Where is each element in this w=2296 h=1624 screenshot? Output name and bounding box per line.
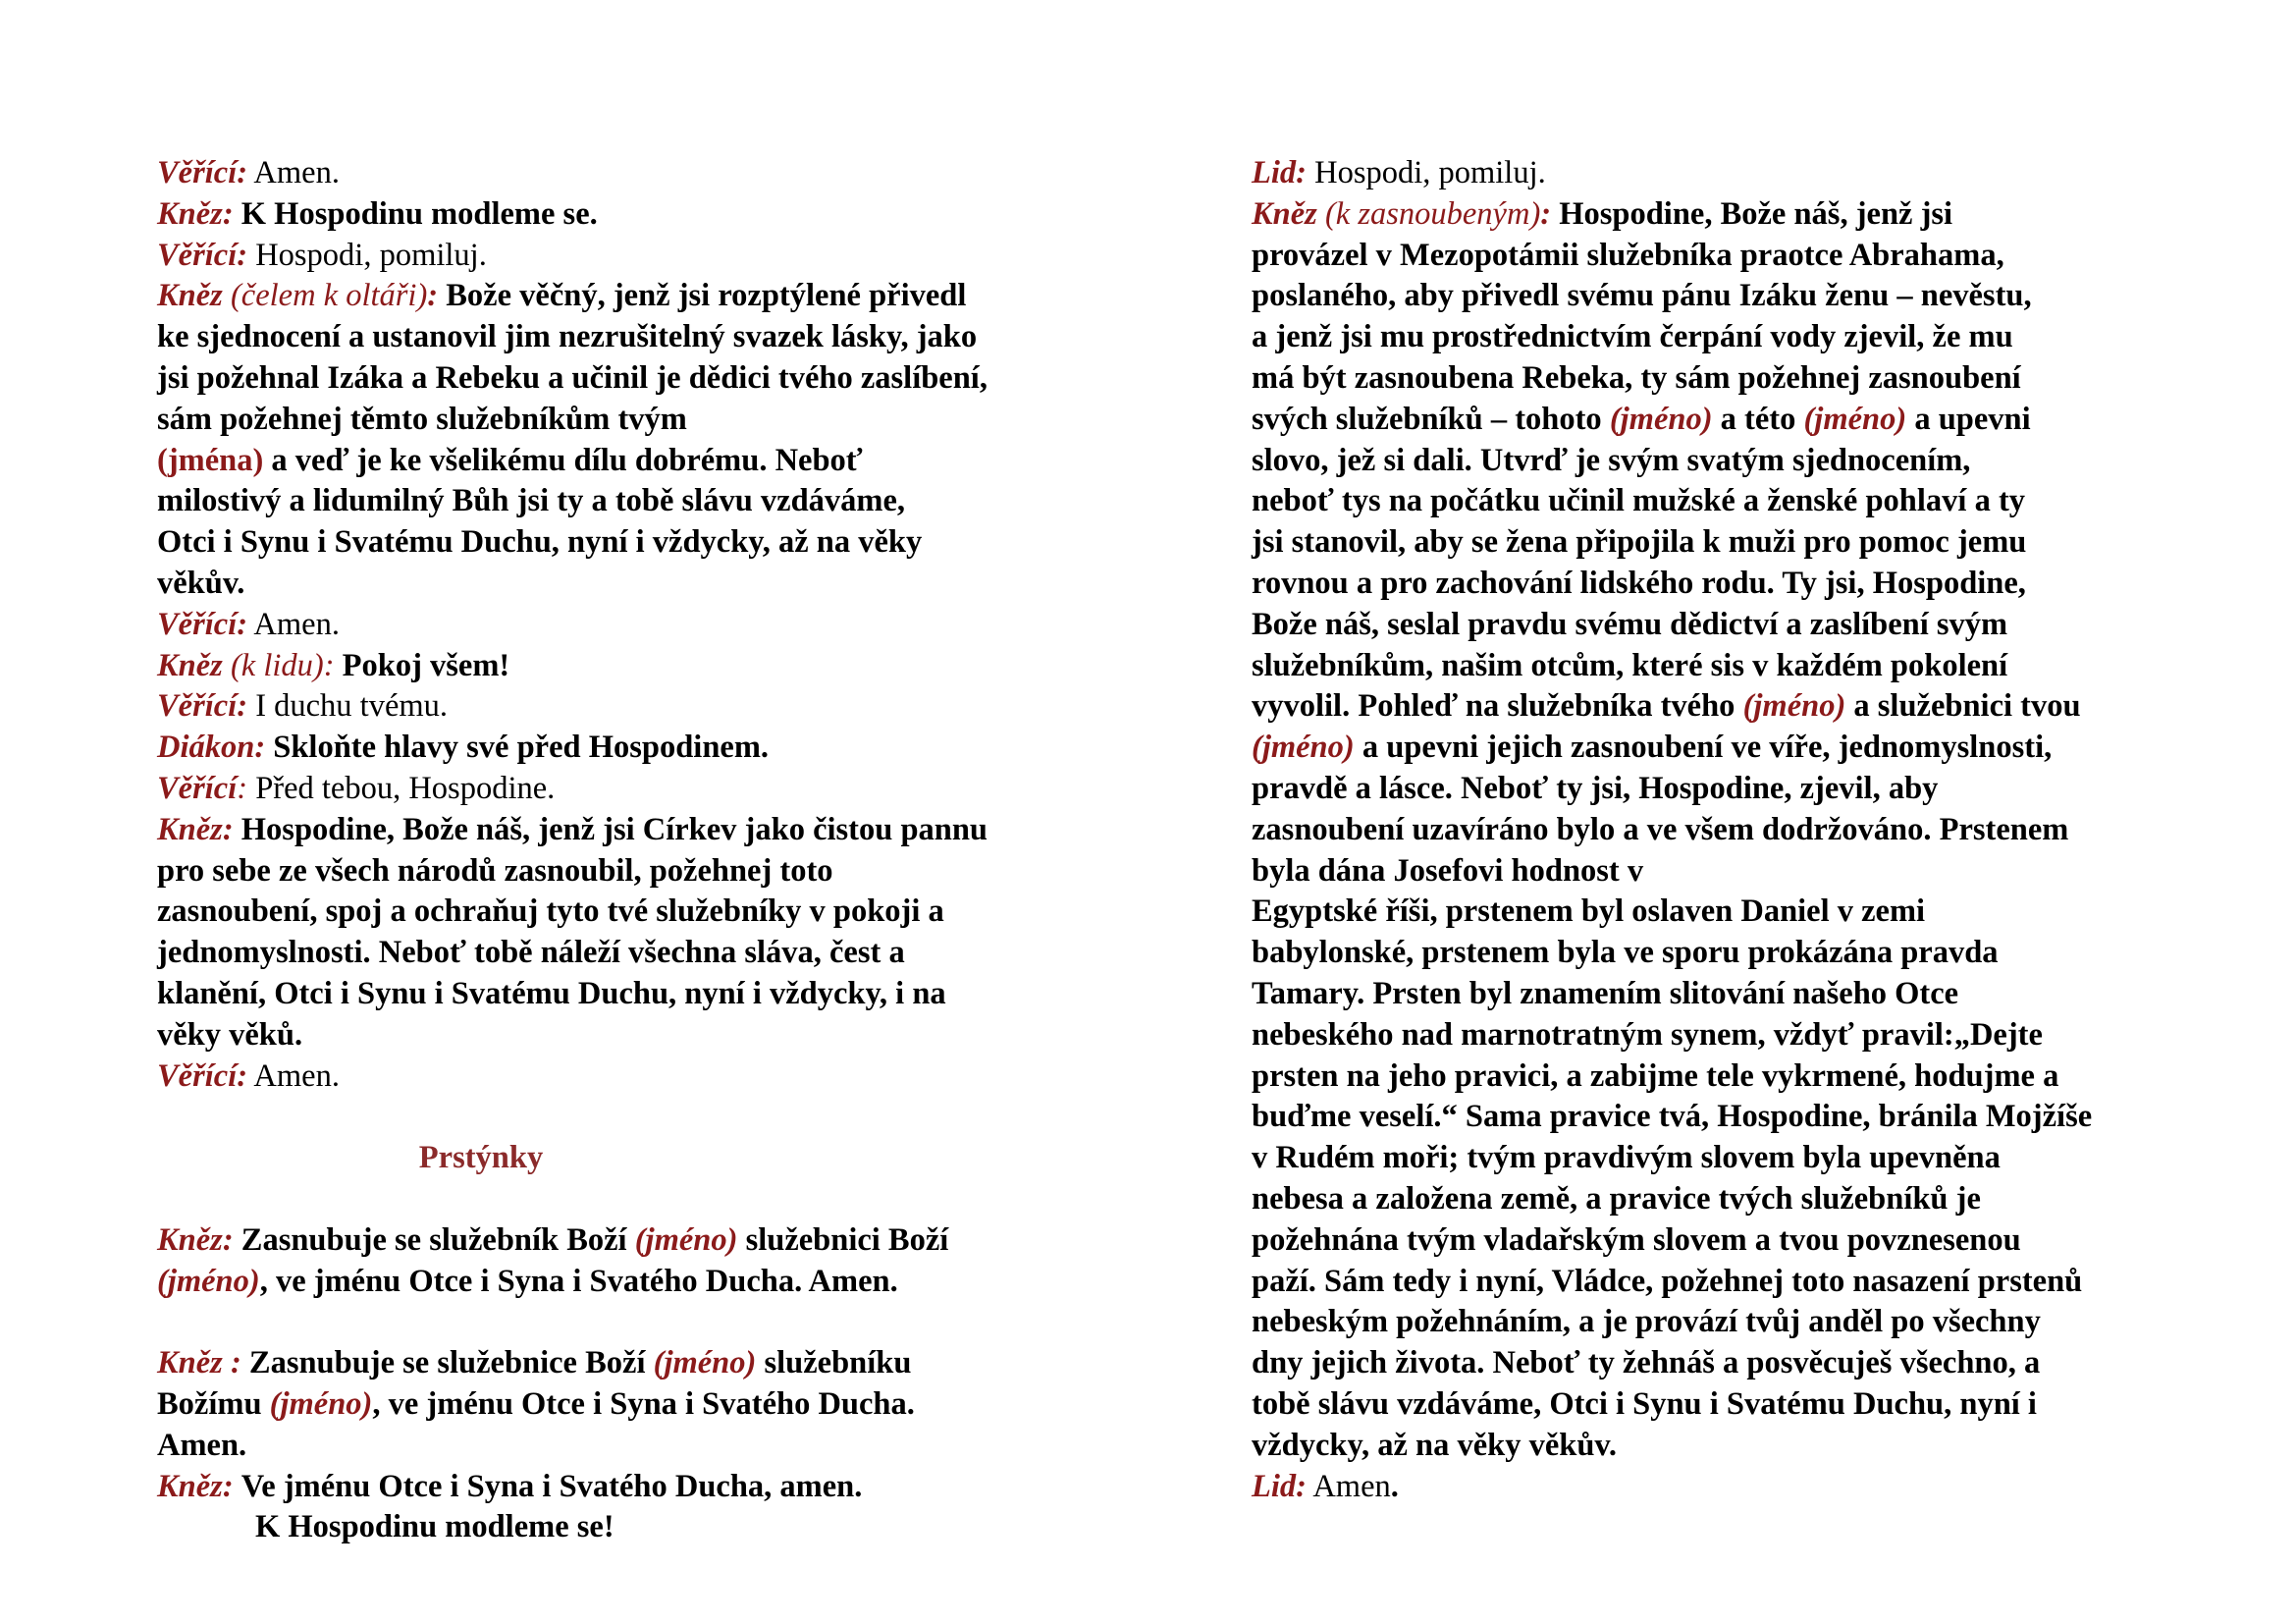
line (157, 810, 1139, 851)
name-placeholder: (jméno) (1742, 688, 1846, 725)
line (1252, 400, 2214, 441)
prayer-line: babylonské, prstenem byla ve sporu prokázána pravda (1252, 935, 1999, 971)
line (157, 153, 1139, 194)
prayer-text: Božímu (157, 1385, 262, 1422)
prayer-line: milostivý a lidumilný Bůh jsi ty a tobě slávu vzdáváme, (157, 483, 906, 519)
line (157, 1262, 1139, 1303)
left-column (157, 153, 1139, 1548)
prayer-text: Hospodine, Bože náš, jenž jsi Církev jako čistou pannu (240, 811, 988, 847)
speaker-label: Kněz: (157, 1221, 234, 1258)
speaker-label: Lid: (1252, 155, 1307, 190)
prayer-text: Pokoj všem! (342, 647, 510, 683)
prayer-line: pro sebe ze všech národů zasnoubil, požehnej toto (157, 852, 833, 889)
name-placeholder: (jméno) (634, 1221, 738, 1258)
prayer-line: klanění, Otci i Synu i Svatému Duchu, nyní i vždycky, i na (157, 975, 946, 1011)
prayer-text: a služebnici tvou (1853, 688, 2081, 725)
name-placeholder: (jméno) (653, 1345, 757, 1381)
prayer-text: svých služebníků – tohoto (1252, 401, 1602, 437)
prayer-line: slovo, jež si dali. Utvrď je svým svatým sjednocením, (1252, 442, 1971, 478)
prayer-text: Zasnubuje se služebnice Boží (248, 1345, 646, 1381)
response-text: Amen. (253, 606, 340, 642)
response-text: Před tebou, Hospodine. (255, 770, 556, 806)
speaker-label: Kněz (1252, 195, 1317, 232)
line (1252, 153, 2214, 194)
prayer-line: Tamary. Prsten byl znamením slitování našeho Otce (1252, 975, 1959, 1011)
prayer-line: jsi požehnal Izáka a Rebeku a učinil je dědici tvého zaslíbení, (157, 359, 988, 396)
section-heading: Prstýnky (418, 1140, 544, 1176)
line (1252, 728, 2214, 769)
speaker-label: Věřící: (157, 688, 248, 725)
prayer-line: Amen. (157, 1427, 247, 1463)
speaker-label: Věřící: (157, 606, 248, 642)
response-text: Amen (1312, 1468, 1391, 1504)
line (157, 1220, 1139, 1262)
line (157, 194, 1139, 236)
prayer-text: Hospodine, Bože náš, jenž jsi (1559, 195, 1953, 232)
spacer (157, 1097, 1139, 1138)
prayer-text: služebníku (764, 1345, 912, 1381)
line (157, 646, 1139, 687)
response-text: Hospodi, pomiluj. (255, 237, 487, 273)
name-placeholder: (jméno) (157, 1263, 260, 1299)
prayer-line: K Hospodinu modleme se! (255, 1509, 614, 1545)
name-placeholder: (jméno) (269, 1385, 373, 1422)
prayer-line: paží. Sám tedy i nyní, Vládce, požehnej toto nasazení prstenů (1252, 1263, 2083, 1299)
prayer-line: Otci i Synu i Svatému Duchu, nyní i vždycky, až na věky (157, 524, 923, 561)
prayer-text: . (1390, 1468, 1399, 1504)
stage-direction: (čelem k oltáři) (230, 278, 428, 314)
speaker-label: Kněz: (157, 195, 234, 232)
speaker-label: Věřící: (157, 155, 248, 190)
prayer-line: sám požehnej těmto služebníkům tvým (157, 401, 687, 437)
speaker-label: Diákon: (157, 730, 266, 766)
prayer-line: poslaného, aby přivedl svému pánu Izáku ženu – nevěstu, (1252, 278, 2032, 314)
prayer-line: rovnou a pro zachování lidského rodu. Ty jsi, Hospodine, (1252, 565, 2026, 601)
speaker-label: Kněz: (157, 811, 234, 847)
prayer-text: vyvolil. Pohleď na služebníka tvého (1252, 688, 1735, 725)
response-text: Amen. (253, 155, 340, 190)
prayer-line: jsi stanovil, aby se žena připojila k muži pro pomoc jemu (1252, 524, 2027, 561)
speaker-label: Lid: (1252, 1468, 1307, 1504)
line (157, 728, 1139, 769)
line (157, 441, 1139, 482)
speaker-label: Věřící: (157, 1057, 248, 1094)
prayer-line: v Rudém moři; tvým pravdivým slovem byla upevněna (1252, 1140, 2001, 1176)
prayer-line: jednomyslnosti. Neboť tobě náleží všechna sláva, čest a (157, 935, 905, 971)
speaker-label: Věřící: (157, 237, 248, 273)
prayer-line: zasnoubení uzavíráno bylo a ve všem dodržováno. Prstenem (1252, 811, 2069, 847)
prayer-line: dny jejich života. Neboť ty žehnáš a posvěcuješ všechno, a (1252, 1345, 2041, 1381)
line (157, 1343, 1139, 1384)
prayer-line: nebeského nad marnotratným synem, vždyť pravil:„Dejte (1252, 1016, 2043, 1053)
prayer-line: pravdě a lásce. Neboť ty jsi, Hospodine, zjevil, aby (1252, 770, 1939, 806)
prayer-line: Egyptské říši, prstenem byl oslaven Daniel v zemi (1252, 893, 1926, 930)
right-column (1252, 153, 2214, 1507)
prayer-text: služebnici Boží (745, 1221, 949, 1258)
line (157, 769, 1139, 810)
name-placeholder: (jméno) (1609, 401, 1713, 437)
prayer-line: vždycky, až na věky věkův. (1252, 1427, 1617, 1463)
line (157, 1384, 1139, 1426)
colon: : (427, 278, 439, 314)
prayer-text: , ve jménu Otce i Syna i Svatého Ducha. Amen. (259, 1263, 898, 1299)
name-placeholder: (jména) (157, 442, 264, 478)
speaker-label: Kněz: (157, 1468, 234, 1504)
name-placeholder: (jméno) (1803, 401, 1907, 437)
prayer-line: služebníkům, našim otcům, které sis v každém pokolení (1252, 647, 2008, 683)
stage-direction: (k zasnoubeným) (1324, 195, 1541, 232)
prayer-line: věky věků. (157, 1016, 303, 1053)
prayer-text: , ve jménu Otce i Syna i Svatého Ducha. (372, 1385, 915, 1422)
prayer-line: má být zasnoubena Rebeka, ty sám požehnej zasnoubení (1252, 359, 2021, 396)
prayer-line: ke sjednocení a ustanovil jim nezrušitelný svazek lásky, jako (157, 319, 978, 355)
prayer-text: Ve jménu Otce i Syna i Svatého Ducha, amen. (240, 1468, 863, 1504)
line (157, 1467, 1139, 1508)
line (1252, 1467, 2214, 1508)
line (157, 605, 1139, 646)
response-text: Amen. (253, 1057, 340, 1094)
spacer (157, 1179, 1139, 1220)
prayer-line: tobě slávu vzdáváme, Otci i Synu i Svatému Duchu, nyní i (1252, 1385, 2037, 1422)
speaker-label: Kněz (157, 647, 223, 683)
stage-direction: (k lidu): (230, 647, 335, 683)
prayer-line: neboť tys na počátku učinil mužské a ženské pohlaví a ty (1252, 483, 2026, 519)
prayer-line: nebeským požehnáním, a je provází tvůj anděl po všechny (1252, 1304, 2041, 1340)
response-text: I duchu tvému. (255, 688, 449, 725)
line (157, 1056, 1139, 1098)
prayer-line: Bože náš, seslal pravdu svému dědictví a zaslíbení svým (1252, 606, 2008, 642)
prayer-line: buďme veselí.“ Sama pravice tvá, Hospodine, bránila Mojžíše (1252, 1099, 2093, 1135)
prayer-line: zasnoubení, spoj a ochraňuj tyto tvé služebníky v pokoji a (157, 893, 944, 930)
prayer-text: a upevni jejich zasnoubení ve víře, jednomyslnosti, (1362, 730, 2053, 766)
speaker-label: Kněz : (157, 1345, 241, 1381)
prayer-line: provázel v Mezopotámii služebníka praotce Abrahama, (1252, 237, 2004, 273)
line (157, 236, 1139, 277)
prayer-line: byla dána Josefovi hodnost v (1252, 852, 1644, 889)
spacer (157, 1302, 1139, 1343)
prayer-text: Zasnubuje se služebník Boží (240, 1221, 627, 1258)
prayer-text: a upevni (1914, 401, 2031, 437)
prayer-line: věkův. (157, 565, 245, 601)
prayer-text: Skloňte hlavy své před Hospodinem. (273, 730, 770, 766)
prayer-line: požehnána tvým vladařským slovem a tvou povznesenou (1252, 1221, 2021, 1258)
prayer-line: prsten na jeho pravici, a zabijme tele vykrmené, hodujme a (1252, 1057, 2059, 1094)
line (1252, 686, 2214, 728)
speaker-label: Kněz (157, 278, 223, 314)
prayer-line: a jenž jsi mu prostřednictvím čerpání vody zjevil, že mu (1252, 319, 2013, 355)
line (157, 276, 1139, 317)
name-placeholder: (jméno) (1252, 730, 1355, 766)
colon: : (237, 770, 248, 806)
response-text: Hospodi, pomiluj. (1314, 155, 1546, 190)
line (1252, 194, 2214, 236)
prayer-text: K Hospodinu modleme se. (240, 195, 598, 232)
colon: : (1540, 195, 1552, 232)
line (157, 686, 1139, 728)
prayer-text: a této (1720, 401, 1796, 437)
speaker-label: Věřící (157, 770, 238, 806)
prayer-text: a veď je ke všelikému dílu dobrému. Neboť (271, 442, 863, 478)
prayer-line: nebesa a založena země, a pravice tvých služebníků je (1252, 1180, 1981, 1217)
prayer-text: Bože věčný, jenž jsi rozptýlené přivedl (446, 278, 967, 314)
